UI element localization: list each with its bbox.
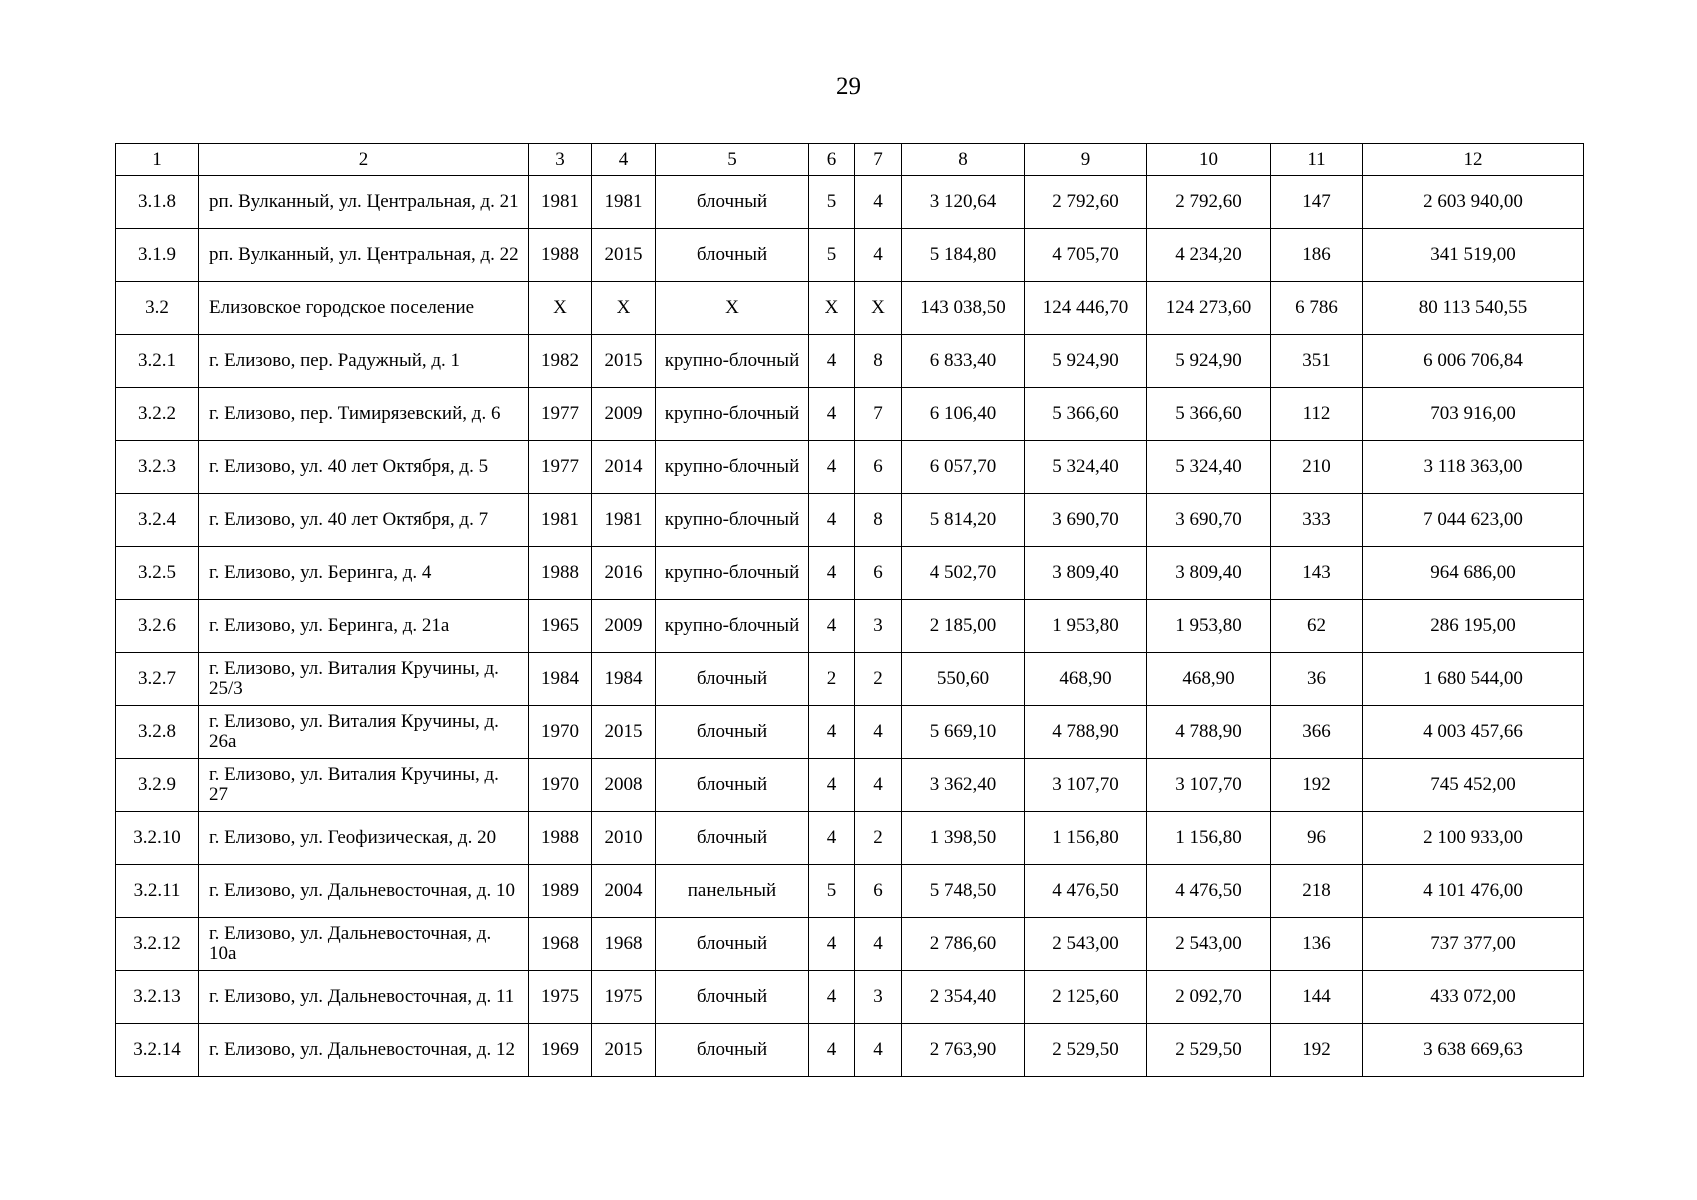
column-number-cell: 6 [809, 144, 855, 176]
table-row [116, 388, 1584, 441]
floors-cell: 4 [809, 441, 855, 494]
table-row [116, 547, 1584, 600]
residential-area-cell: 2 792,60 [1147, 176, 1271, 229]
table-row [116, 335, 1584, 388]
table-row [116, 812, 1584, 865]
table-row [116, 706, 1584, 759]
wall-material-cell: блочный [656, 918, 809, 971]
address-cell: г. Елизово, пер. Тимирязевский, д. 6 [199, 388, 529, 441]
living-area-cell: 4 788,90 [1025, 706, 1147, 759]
floors-cell: 4 [809, 706, 855, 759]
wall-material-cell: блочный [656, 971, 809, 1024]
row-number-cell: 3.2.8 [116, 706, 199, 759]
address-cell: г. Елизово, ул. Геофизическая, д. 20 [199, 812, 529, 865]
wall-material-cell: крупно-блочный [656, 388, 809, 441]
residents-cell: 112 [1271, 388, 1363, 441]
residential-area-cell: 124 273,60 [1147, 282, 1271, 335]
total-area-cell: 3 120,64 [902, 176, 1025, 229]
floors-cell: 5 [809, 865, 855, 918]
build-year-cell: 1977 [529, 388, 592, 441]
living-area-cell: 3 809,40 [1025, 547, 1147, 600]
floors-cell: 2 [809, 653, 855, 706]
wall-material-cell: блочный [656, 653, 809, 706]
floors-cell: 4 [809, 388, 855, 441]
total-area-cell: 5 184,80 [902, 229, 1025, 282]
row-number-cell: 3.2.12 [116, 918, 199, 971]
entrances-cell: 4 [855, 759, 902, 812]
build-year-cell: 1969 [529, 1024, 592, 1077]
row-number-cell: 3.2.10 [116, 812, 199, 865]
table-row [116, 494, 1584, 547]
cost-cell: 1 680 544,00 [1363, 653, 1584, 706]
entrances-cell: 4 [855, 229, 902, 282]
residents-cell: 143 [1271, 547, 1363, 600]
total-area-cell: 3 362,40 [902, 759, 1025, 812]
cost-cell: 80 113 540,55 [1363, 282, 1584, 335]
column-number-cell: 3 [529, 144, 592, 176]
entrances-cell: 4 [855, 918, 902, 971]
wall-material-cell: крупно-блочный [656, 441, 809, 494]
housing-table [115, 143, 1584, 1077]
entrances-cell: 4 [855, 706, 902, 759]
repair-year-cell: 2015 [592, 335, 656, 388]
address-cell: г. Елизово, ул. Беринга, д. 4 [199, 547, 529, 600]
address-cell: г. Елизово, ул. Дальневосточная, д. 11 [199, 971, 529, 1024]
residential-area-cell: 1 156,80 [1147, 812, 1271, 865]
living-area-cell: 5 366,60 [1025, 388, 1147, 441]
total-area-cell: 2 786,60 [902, 918, 1025, 971]
column-number-cell: 1 [116, 144, 199, 176]
floors-cell: 4 [809, 494, 855, 547]
living-area-cell: 124 446,70 [1025, 282, 1147, 335]
address-cell: рп. Вулканный, ул. Центральная, д. 22 [199, 229, 529, 282]
wall-material-cell: блочный [656, 812, 809, 865]
residents-cell: 366 [1271, 706, 1363, 759]
row-number-cell: 3.2.1 [116, 335, 199, 388]
row-number-cell: 3.2 [116, 282, 199, 335]
wall-material-cell: блочный [656, 1024, 809, 1077]
cost-cell: 3 118 363,00 [1363, 441, 1584, 494]
wall-material-cell: панельный [656, 865, 809, 918]
living-area-cell: 2 543,00 [1025, 918, 1147, 971]
table-row [116, 918, 1584, 971]
living-area-cell: 4 705,70 [1025, 229, 1147, 282]
address-cell: Елизовское городское поселение [199, 282, 529, 335]
build-year-cell: 1989 [529, 865, 592, 918]
entrances-cell: 6 [855, 441, 902, 494]
total-area-cell: 1 398,50 [902, 812, 1025, 865]
repair-year-cell: 2016 [592, 547, 656, 600]
floors-cell: 4 [809, 971, 855, 1024]
build-year-cell: 1988 [529, 547, 592, 600]
total-area-cell: 6 833,40 [902, 335, 1025, 388]
residential-area-cell: 1 953,80 [1147, 600, 1271, 653]
cost-cell: 7 044 623,00 [1363, 494, 1584, 547]
residents-cell: 96 [1271, 812, 1363, 865]
residents-cell: 147 [1271, 176, 1363, 229]
living-area-cell: 3 690,70 [1025, 494, 1147, 547]
entrances-cell: 7 [855, 388, 902, 441]
column-number-cell: 12 [1363, 144, 1584, 176]
floors-cell: 4 [809, 335, 855, 388]
wall-material-cell: крупно-блочный [656, 600, 809, 653]
entrances-cell: Х [855, 282, 902, 335]
entrances-cell: 8 [855, 335, 902, 388]
address-cell: г. Елизово, ул. Виталия Кручины, д. 26а [199, 706, 529, 759]
residents-cell: 218 [1271, 865, 1363, 918]
repair-year-cell: 2014 [592, 441, 656, 494]
total-area-cell: 5 669,10 [902, 706, 1025, 759]
wall-material-cell: блочный [656, 229, 809, 282]
entrances-cell: 3 [855, 971, 902, 1024]
residents-cell: 192 [1271, 759, 1363, 812]
column-number-cell: 2 [199, 144, 529, 176]
address-cell: г. Елизово, ул. Виталия Кручины, д. 25/3 [199, 653, 529, 706]
address-cell: г. Елизово, ул. 40 лет Октября, д. 5 [199, 441, 529, 494]
wall-material-cell: блочный [656, 176, 809, 229]
entrances-cell: 3 [855, 600, 902, 653]
repair-year-cell: 1968 [592, 918, 656, 971]
entrances-cell: 2 [855, 812, 902, 865]
wall-material-cell: блочный [656, 706, 809, 759]
residents-cell: 62 [1271, 600, 1363, 653]
column-number-cell: 11 [1271, 144, 1363, 176]
table-row [116, 865, 1584, 918]
table-row [116, 282, 1584, 335]
column-number-cell: 8 [902, 144, 1025, 176]
living-area-cell: 1 953,80 [1025, 600, 1147, 653]
total-area-cell: 4 502,70 [902, 547, 1025, 600]
repair-year-cell: Х [592, 282, 656, 335]
build-year-cell: 1970 [529, 759, 592, 812]
living-area-cell: 468,90 [1025, 653, 1147, 706]
residential-area-cell: 468,90 [1147, 653, 1271, 706]
residential-area-cell: 3 809,40 [1147, 547, 1271, 600]
cost-cell: 4 101 476,00 [1363, 865, 1584, 918]
wall-material-cell: Х [656, 282, 809, 335]
floors-cell: 4 [809, 1024, 855, 1077]
residential-area-cell: 2 092,70 [1147, 971, 1271, 1024]
cost-cell: 737 377,00 [1363, 918, 1584, 971]
row-number-cell: 3.2.4 [116, 494, 199, 547]
floors-cell: 4 [809, 600, 855, 653]
cost-cell: 964 686,00 [1363, 547, 1584, 600]
column-number-cell: 5 [656, 144, 809, 176]
row-number-cell: 3.2.9 [116, 759, 199, 812]
residents-cell: 192 [1271, 1024, 1363, 1077]
build-year-cell: 1970 [529, 706, 592, 759]
floors-cell: 5 [809, 176, 855, 229]
repair-year-cell: 1981 [592, 494, 656, 547]
row-number-cell: 3.2.5 [116, 547, 199, 600]
living-area-cell: 2 792,60 [1025, 176, 1147, 229]
cost-cell: 745 452,00 [1363, 759, 1584, 812]
residential-area-cell: 2 543,00 [1147, 918, 1271, 971]
total-area-cell: 550,60 [902, 653, 1025, 706]
repair-year-cell: 2015 [592, 1024, 656, 1077]
table-row [116, 600, 1584, 653]
residential-area-cell: 4 476,50 [1147, 865, 1271, 918]
residential-area-cell: 4 234,20 [1147, 229, 1271, 282]
table-row [116, 759, 1584, 812]
address-cell: г. Елизово, ул. Беринга, д. 21а [199, 600, 529, 653]
build-year-cell: 1988 [529, 229, 592, 282]
row-number-cell: 3.2.7 [116, 653, 199, 706]
residential-area-cell: 3 107,70 [1147, 759, 1271, 812]
total-area-cell: 2 185,00 [902, 600, 1025, 653]
entrances-cell: 8 [855, 494, 902, 547]
row-number-cell: 3.2.14 [116, 1024, 199, 1077]
address-cell: г. Елизово, ул. Виталия Кручины, д. 27 [199, 759, 529, 812]
build-year-cell: Х [529, 282, 592, 335]
repair-year-cell: 2009 [592, 388, 656, 441]
residential-area-cell: 5 924,90 [1147, 335, 1271, 388]
total-area-cell: 5 748,50 [902, 865, 1025, 918]
page-number: 29 [836, 73, 861, 100]
entrances-cell: 2 [855, 653, 902, 706]
build-year-cell: 1984 [529, 653, 592, 706]
cost-cell: 2 100 933,00 [1363, 812, 1584, 865]
repair-year-cell: 1984 [592, 653, 656, 706]
wall-material-cell: крупно-блочный [656, 494, 809, 547]
total-area-cell: 143 038,50 [902, 282, 1025, 335]
floors-cell: 4 [809, 812, 855, 865]
residents-cell: 351 [1271, 335, 1363, 388]
entrances-cell: 4 [855, 176, 902, 229]
residents-cell: 6 786 [1271, 282, 1363, 335]
table-body [116, 144, 1584, 1077]
residential-area-cell: 2 529,50 [1147, 1024, 1271, 1077]
build-year-cell: 1981 [529, 176, 592, 229]
column-number-cell: 10 [1147, 144, 1271, 176]
build-year-cell: 1982 [529, 335, 592, 388]
table-row [116, 1024, 1584, 1077]
repair-year-cell: 2015 [592, 706, 656, 759]
wall-material-cell: крупно-блочный [656, 335, 809, 388]
address-cell: г. Елизово, пер. Радужный, д. 1 [199, 335, 529, 388]
build-year-cell: 1977 [529, 441, 592, 494]
build-year-cell: 1975 [529, 971, 592, 1024]
total-area-cell: 2 354,40 [902, 971, 1025, 1024]
repair-year-cell: 2015 [592, 229, 656, 282]
repair-year-cell: 2009 [592, 600, 656, 653]
cost-cell: 286 195,00 [1363, 600, 1584, 653]
address-cell: г. Елизово, ул. Дальневосточная, д. 10 [199, 865, 529, 918]
residential-area-cell: 3 690,70 [1147, 494, 1271, 547]
cost-cell: 2 603 940,00 [1363, 176, 1584, 229]
total-area-cell: 2 763,90 [902, 1024, 1025, 1077]
column-number-cell: 9 [1025, 144, 1147, 176]
cost-cell: 6 006 706,84 [1363, 335, 1584, 388]
row-number-cell: 3.1.8 [116, 176, 199, 229]
entrances-cell: 6 [855, 865, 902, 918]
build-year-cell: 1981 [529, 494, 592, 547]
residents-cell: 210 [1271, 441, 1363, 494]
entrances-cell: 4 [855, 1024, 902, 1077]
floors-cell: 4 [809, 759, 855, 812]
residents-cell: 186 [1271, 229, 1363, 282]
living-area-cell: 5 324,40 [1025, 441, 1147, 494]
build-year-cell: 1988 [529, 812, 592, 865]
repair-year-cell: 2008 [592, 759, 656, 812]
table-row [116, 971, 1584, 1024]
residents-cell: 36 [1271, 653, 1363, 706]
row-number-cell: 3.2.13 [116, 971, 199, 1024]
repair-year-cell: 2004 [592, 865, 656, 918]
living-area-cell: 3 107,70 [1025, 759, 1147, 812]
cost-cell: 4 003 457,66 [1363, 706, 1584, 759]
address-cell: рп. Вулканный, ул. Центральная, д. 21 [199, 176, 529, 229]
build-year-cell: 1968 [529, 918, 592, 971]
total-area-cell: 5 814,20 [902, 494, 1025, 547]
wall-material-cell: крупно-блочный [656, 547, 809, 600]
row-number-cell: 3.2.3 [116, 441, 199, 494]
living-area-cell: 1 156,80 [1025, 812, 1147, 865]
residential-area-cell: 5 324,40 [1147, 441, 1271, 494]
residents-cell: 136 [1271, 918, 1363, 971]
table-row [116, 441, 1584, 494]
column-number-row [116, 144, 1584, 176]
row-number-cell: 3.1.9 [116, 229, 199, 282]
living-area-cell: 5 924,90 [1025, 335, 1147, 388]
cost-cell: 433 072,00 [1363, 971, 1584, 1024]
repair-year-cell: 2010 [592, 812, 656, 865]
repair-year-cell: 1981 [592, 176, 656, 229]
address-cell: г. Елизово, ул. 40 лет Октября, д. 7 [199, 494, 529, 547]
floors-cell: Х [809, 282, 855, 335]
row-number-cell: 3.2.2 [116, 388, 199, 441]
row-number-cell: 3.2.11 [116, 865, 199, 918]
floors-cell: 4 [809, 547, 855, 600]
table-row [116, 653, 1584, 706]
cost-cell: 341 519,00 [1363, 229, 1584, 282]
wall-material-cell: блочный [656, 759, 809, 812]
address-cell: г. Елизово, ул. Дальневосточная, д. 10а [199, 918, 529, 971]
cost-cell: 703 916,00 [1363, 388, 1584, 441]
column-number-cell: 4 [592, 144, 656, 176]
residents-cell: 144 [1271, 971, 1363, 1024]
living-area-cell: 2 125,60 [1025, 971, 1147, 1024]
living-area-cell: 4 476,50 [1025, 865, 1147, 918]
cost-cell: 3 638 669,63 [1363, 1024, 1584, 1077]
build-year-cell: 1965 [529, 600, 592, 653]
total-area-cell: 6 057,70 [902, 441, 1025, 494]
residential-area-cell: 4 788,90 [1147, 706, 1271, 759]
repair-year-cell: 1975 [592, 971, 656, 1024]
address-cell: г. Елизово, ул. Дальневосточная, д. 12 [199, 1024, 529, 1077]
total-area-cell: 6 106,40 [902, 388, 1025, 441]
entrances-cell: 6 [855, 547, 902, 600]
residential-area-cell: 5 366,60 [1147, 388, 1271, 441]
floors-cell: 5 [809, 229, 855, 282]
row-number-cell: 3.2.6 [116, 600, 199, 653]
floors-cell: 4 [809, 918, 855, 971]
living-area-cell: 2 529,50 [1025, 1024, 1147, 1077]
table-row [116, 176, 1584, 229]
column-number-cell: 7 [855, 144, 902, 176]
residents-cell: 333 [1271, 494, 1363, 547]
table-row [116, 229, 1584, 282]
